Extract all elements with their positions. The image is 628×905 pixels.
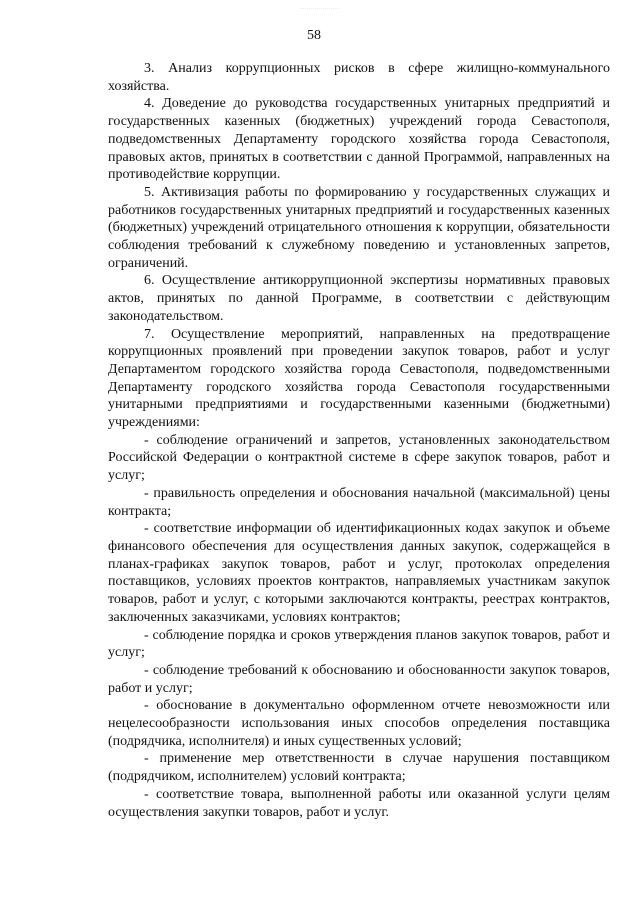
bullet-plan-approval: - соблюдение порядка и сроков утверждения планов закупок товаров, работ и услуг; <box>108 627 610 661</box>
paragraph-item-6: 6. Осуществление антикоррупционной экспертизы нормативных правовых актов, принятых по данной Программе, в соответствии с действующим законодательством. <box>108 273 610 324</box>
paragraph-item-5: 5. Активизация работы по формированию у государственных служащих и работников государственных унитарных предприятий и государственных казенных (бюджетных) учреждений отрицательного отношения к коррупции, обязательности соблюдения требований к служебному поведению и установленных запретов, ограничений. <box>108 184 610 271</box>
page-number: 58 <box>307 28 321 43</box>
bullet-identification-codes: - соответствие информации об идентификационных кодах закупок и объеме финансового обеспечения для осуществления данных закупок, содержащейся в планах-графиках закупок товаров, работ и услуг, протоколах определения поставщиков, условиях проектов контрактов, направляемых участникам закупок товаров, работ и услуг, с которыми заключаются контракты, реестрах контрактов, заключенных заказчиками, условиях контрактов; <box>108 521 610 625</box>
bullet-initial-price: - правильность определения и обоснования начальной (максимальной) цены контракта; <box>108 485 610 519</box>
bullet-compliance: - соответствие товара, выполненной работы или оказанной услуги целям осуществления закупки товаров, работ и услуг. <box>108 786 610 820</box>
paragraph-item-3: 3. Анализ коррупционных рисков в сфере жилищно-коммунального хозяйства. <box>108 61 610 94</box>
bullet-liability: - применение мер ответственности в случае нарушения поставщиком (подрядчиком, исполнителем) условий контракта; <box>108 751 610 785</box>
scan-artifact <box>300 0 340 9</box>
paragraph-item-4: 4. Доведение до руководства государственных унитарных предприятий и государственных казенных (бюджетных) учреждений города Севастополя, подведомственных Департаменту городского хозяйства города Севастополя, правовых актов, принятых в соответствии с данной Программой, направленных на противодействие коррупции. <box>108 96 610 183</box>
bullet-report-justification: - обоснование в документально оформленном отчете невозможности или нецелесообразности использования иных способов определения поставщика (подрядчика, исполнителя) и иных существенных условий; <box>108 698 610 749</box>
bullet-restrictions: - соблюдение ограничений и запретов, установленных законодательством Российской Федерации о контрактной системе в сфере закупок товаров, работ и услуг; <box>108 432 610 484</box>
bullet-justification: - соблюдение требований к обоснованию и обоснованности закупок товаров, работ и услуг; <box>108 662 610 696</box>
document-body <box>108 60 610 821</box>
paragraph-item-7: 7. Осуществление мероприятий, направленных на предотвращение коррупционных проявлений при проведении закупок товаров, работ и услуг Департаментом городского хозяйства города Севастополя, подведомственными Департаменту городского хозяйства города Севастополя государственными унитарными предприятиями и государственными казенными (бюджетными) учреждениями: <box>108 326 610 431</box>
